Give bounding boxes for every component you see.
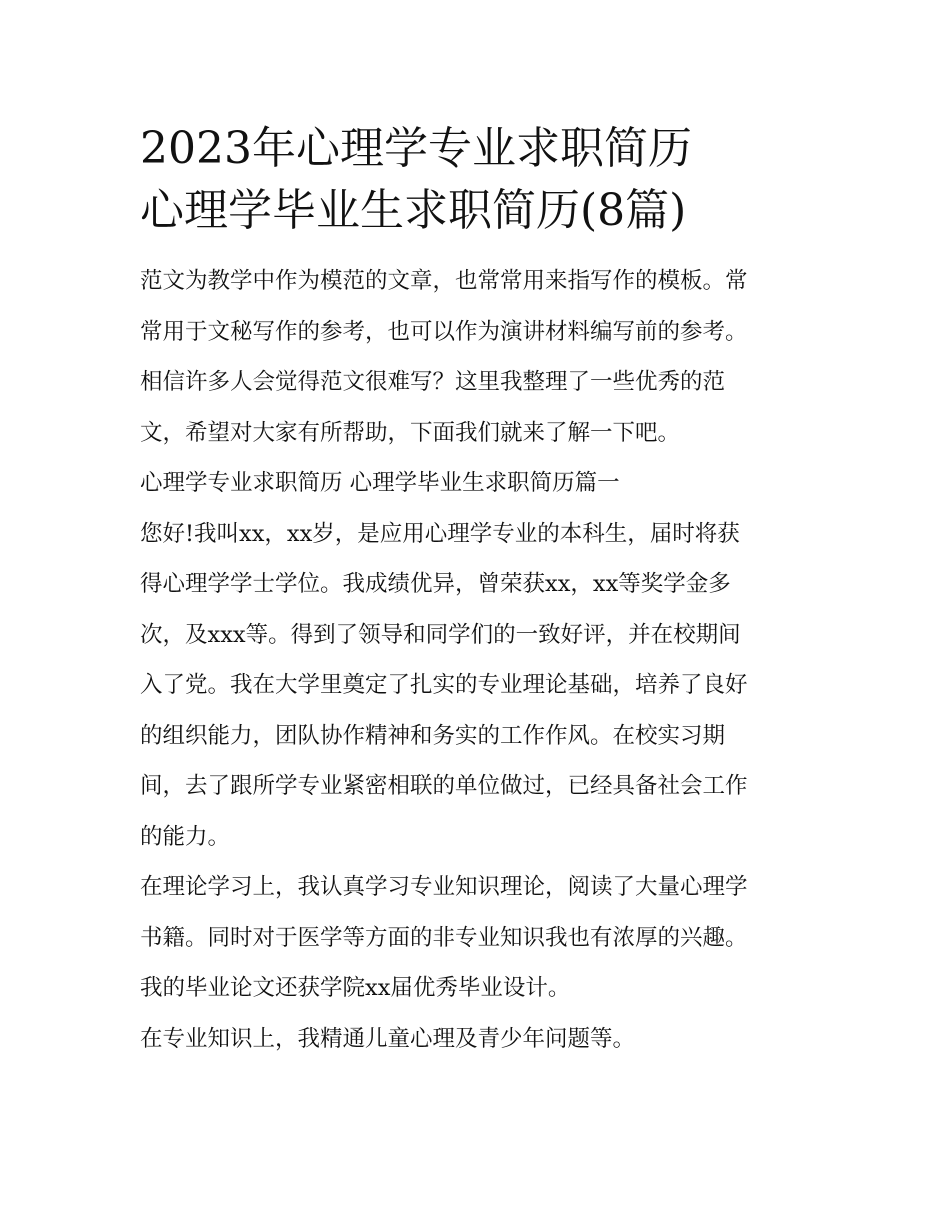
body-line: 您好!我叫xx，xx岁，是应用心理学专业的本科生，届时将获 (140, 520, 740, 547)
body-line: 在专业知识上，我精通儿童心理及青少年问题等。 (140, 1025, 636, 1052)
document-body (140, 256, 820, 1064)
body-line: 常用于文秘写作的参考，也可以作为演讲材料编写前的参考。 (140, 318, 748, 345)
body-line: 在理论学习上，我认真学习专业知识理论，阅读了大量心理学 (140, 874, 748, 900)
body-line: 文，希望对大家有所帮助，下面我们就来了解一下吧。 (140, 419, 681, 446)
body-line: 书籍。同时对于医学等方面的非专业知识我也有浓厚的兴趣。 (140, 924, 748, 951)
body-line: 入了党。我在大学里奠定了扎实的专业理论基础，培养了良好 (140, 672, 748, 698)
body-line: 间，去了跟所学专业紧密相联的单位做过，已经具备社会工作 (140, 773, 748, 799)
body-line: 范文为教学中作为模范的文章，也常常用来指写作的模板。常 (140, 268, 748, 294)
body-line: 的组织能力，团队协作精神和务实的工作作风。在校实习期 (140, 722, 726, 749)
body-line: 我的毕业论文还获学院xx届优秀毕业设计。 (140, 975, 571, 1001)
section-heading: 心理学专业求职简历 心理学毕业生求职简历篇一 (140, 470, 620, 496)
body-line: 次，及xxx等。得到了领导和同学们的一致好评，并在校期间 (140, 621, 741, 648)
body-line: 相信许多人会觉得范文很难写？这里我整理了一些优秀的范 (140, 369, 726, 395)
body-line: 得心理学学士学位。我成绩优异，曾荣获xx，xx等奖学金多 (140, 571, 731, 597)
document-content (140, 118, 820, 1064)
document-title (140, 118, 820, 242)
body-line: 的能力。 (140, 823, 231, 850)
title-line-2: 心理学毕业生求职简历(8篇) (140, 185, 687, 236)
title-line-1: 2023年心理学专业求职简历 (140, 123, 692, 174)
